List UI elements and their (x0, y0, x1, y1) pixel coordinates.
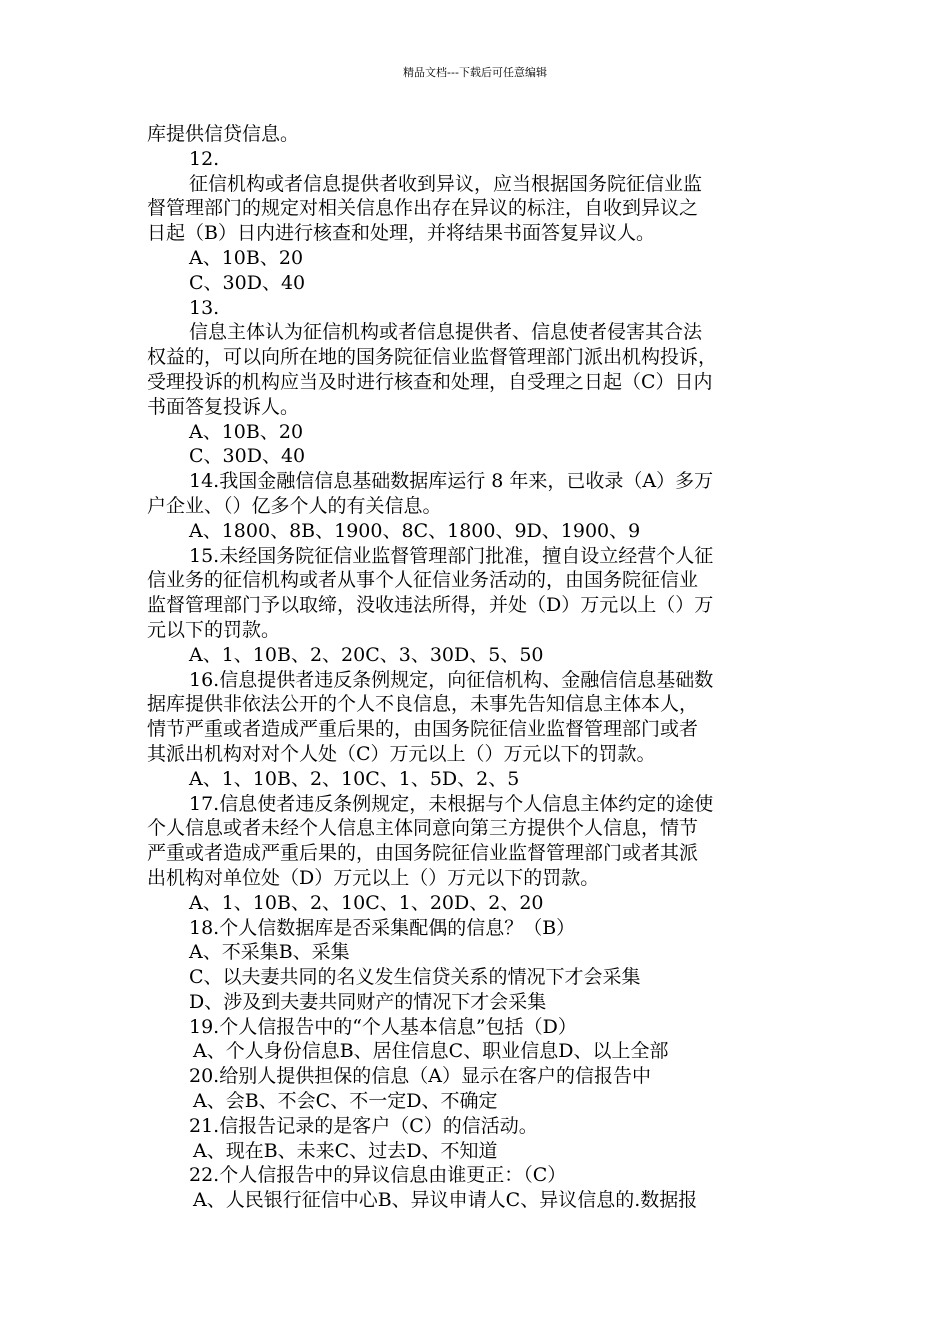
text-line: A、1、10B、2、20C、3、30D、5、50 (189, 643, 544, 666)
text-line: 征信机构或者信息提供者收到异议，应当根据国务院征信业监 (189, 172, 703, 195)
text-line: 情节严重或者造成严重后果的，由国务院征信业监督管理部门或者 (147, 718, 699, 741)
text-line: 信息主体认为征信机构或者信息提供者、信息使者侵害其合法 (189, 321, 703, 344)
text-line: D、涉及到夫妻共同财产的情况下才会采集 (189, 990, 547, 1013)
text-line: C、30D、40 (189, 271, 306, 294)
text-line: 20.给别人提供担保的信息（A）显示在客户的信报告中 (189, 1065, 651, 1088)
text-line: A、不采集B、采集 (189, 941, 350, 964)
text-line: 14.我国金融信信息基础数据库运行 8 年来，已收录（A）多万 (189, 470, 714, 493)
text-line: 库提供信贷信息。 (147, 123, 300, 145)
text-line: A、1、10B、2、10C、1、5D、2、5 (189, 767, 520, 790)
text-line: 13. (189, 296, 220, 319)
text-line: 日起（B）日内进行核查和处理，并将结果书面答复异议人。 (147, 222, 655, 245)
text-line: A、现在B、未来C、过去D、不知道 (193, 1139, 498, 1162)
text-line: 监督管理部门予以取缔，没收违法所得，并处（D）万元以上（）万 (147, 594, 714, 617)
text-line: 权益的，可以向所在地的国务院征信业监督管理部门派出机构投诉， (147, 346, 718, 369)
text-line: 22.个人信报告中的异议信息由谁更正：（C） (189, 1164, 567, 1187)
text-line: A、会B、不会C、不一定D、不确定 (193, 1090, 498, 1113)
text-line: 21.信报告记录的是客户（C）的信活动。 (189, 1114, 538, 1137)
text-line: 12. (189, 147, 220, 170)
text-line: 元以下的罚款。 (147, 618, 281, 641)
text-line: 受理投诉的机构应当及时进行核查和处理，自受理之日起（C）日内 (147, 370, 713, 393)
text-line: A、10B、20 (189, 246, 304, 269)
text-line: A、人民银行征信中心B、异议申请人C、异议信息的.数据报 (193, 1189, 698, 1212)
text-line: C、以夫妻共同的名义发生信贷关系的情况下才会采集 (189, 966, 641, 989)
text-line: 信业务的征信机构或者从事个人征信业务活动的，由国务院征信业 (147, 569, 699, 592)
text-line: C、30D、40 (189, 445, 306, 468)
text-line: A、1、10B、2、10C、1、20D、2、20 (189, 891, 544, 914)
text-line: A、1800、8B、1900、8C、1800、9D、1900、9 (189, 519, 641, 542)
text-line: 户企业、（）亿多个人的有关信息。 (147, 494, 442, 517)
document-body (147, 122, 815, 1213)
text-line: 书面答复投诉人。 (147, 395, 300, 418)
text-line: A、10B、20 (189, 420, 304, 443)
text-line: 16.信息提供者违反条例规定，向征信机构、金融信信息基础数 (189, 668, 714, 691)
text-line: 17.信息使者违反条例规定，未根据与个人信息主体约定的途使 (189, 792, 714, 815)
text-line: 18.个人信数据库是否采集配偶的信息？（B） (189, 916, 576, 939)
text-line: 据库提供非依法公开的个人不良信息，未事先告知信息主体本人， (147, 693, 699, 716)
text-line: 19.个人信报告中的“个人基本信息”包括（D） (189, 1015, 577, 1038)
text-line: 严重或者造成严重后果的，由国务院征信业监督管理部门或者其派 (147, 842, 699, 865)
text-line: 个人信息或者未经个人信息主体同意向第三方提供个人信息，情节 (147, 817, 699, 840)
text-line: 15.未经国务院征信业监督管理部门批准，擅自设立经营个人征 (189, 544, 714, 567)
text-line: 其派出机构对对个人处（C）万元以上（）万元以下的罚款。 (147, 742, 656, 765)
page-header: 精品文档---下载后可任意编辑 (403, 66, 547, 79)
text-line: A、个人身份信息B、居住信息C、职业信息D、以上全部 (193, 1040, 669, 1063)
text-line: 督管理部门的规定对相关信息作出存在异议的标注，自收到异议之 (147, 197, 699, 220)
text-line: 出机构对单位处（D）万元以上（）万元以下的罚款。 (147, 866, 600, 889)
